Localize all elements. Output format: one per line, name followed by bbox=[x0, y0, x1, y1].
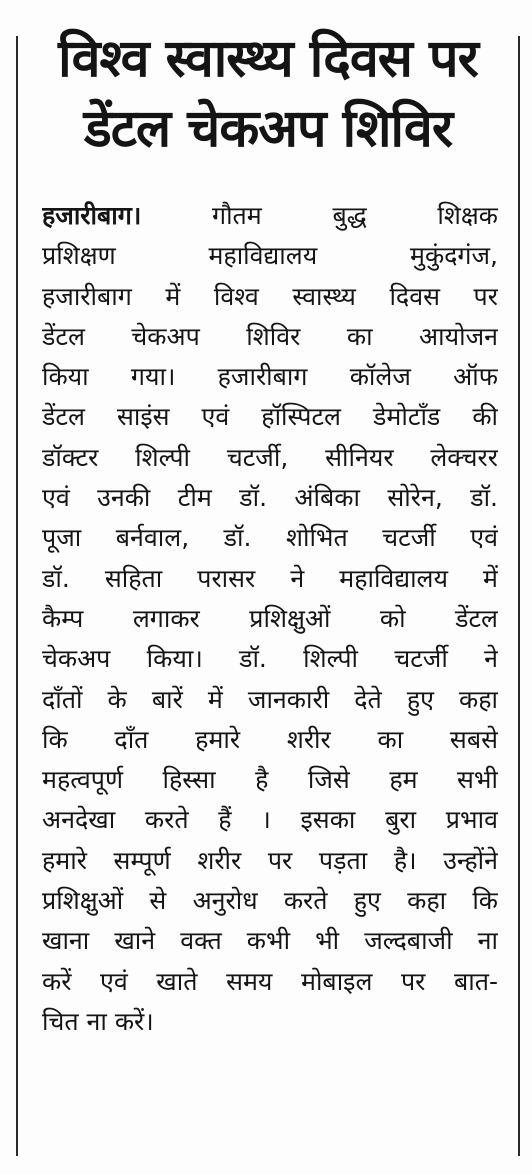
dateline: हजारीबाग। bbox=[42, 201, 142, 230]
article-line: हमारे सम्पूर्ण शरीर पर पड़ता है। उन्होंने bbox=[42, 845, 498, 875]
right-column-rule bbox=[518, 36, 520, 1156]
article-line: करें एवं खाते समय मोबाइल पर बात- bbox=[42, 966, 498, 996]
left-column-rule bbox=[16, 36, 18, 1156]
article-line: पूजा बर्नवाल, डॉ. शोभित चटर्जी एवं bbox=[42, 523, 498, 553]
article-line-last: चित ना करें। bbox=[42, 1006, 154, 1036]
article-line-1 bbox=[42, 196, 498, 236]
headline-line-2: डेंटल चेकअप शिविर bbox=[83, 99, 453, 159]
article-line: हजारीबाग में विश्व स्वास्थ्य दिवस पर bbox=[42, 281, 498, 311]
article-line: डेंटल चेकअप शिविर का आयोजन bbox=[42, 321, 498, 351]
article-line: चेकअप किया। डॉ. शिल्पी चटर्जी ने bbox=[42, 644, 498, 674]
headline bbox=[22, 24, 514, 164]
article-line: दाँतों के बारें में जानकारी देते हुए कहा bbox=[42, 684, 498, 714]
article-line: खाना खाने वक्त कभी भी जल्दबाजी ना bbox=[42, 926, 498, 956]
article-line: एवं उनकी टीम डॉ. अंबिका सोरेन, डॉ. bbox=[42, 483, 498, 513]
article-line: डेंटल साइंस एवं हॉस्पिटल डेमोटाँड की bbox=[42, 402, 498, 432]
article-line: महत्वपूर्ण हिस्सा है जिसे हम सभी bbox=[42, 765, 498, 795]
article-line: किया गया। हजारीबाग कॉलेज ऑफ bbox=[42, 362, 498, 392]
article-line: कि दाँत हमारे शरीर का सबसे bbox=[42, 724, 498, 754]
article-line: प्रशिक्षण महाविद्यालय मुकुंदगंज, bbox=[42, 241, 498, 271]
first-line-text: गौतम बुद्ध शिक्षक bbox=[141, 201, 498, 230]
article-line: अनदेखा करते हैं । इसका बुरा प्रभाव bbox=[42, 805, 498, 835]
headline-line-1: विश्व स्वास्थ्य दिवस पर bbox=[58, 29, 478, 89]
article-line: प्रशिक्षुओं से अनुरोध करते हुए कहा कि bbox=[42, 886, 498, 916]
article-line: डॉ. सहिता परासर ने महाविद्यालय में bbox=[42, 563, 498, 593]
article-body bbox=[42, 196, 498, 1042]
article-line: कैम्प लगाकर प्रशिक्षुओं को डेंटल bbox=[42, 603, 498, 633]
article-line: डॉक्टर शिल्पी चटर्जी, सीनियर लेक्चरर bbox=[42, 442, 498, 472]
